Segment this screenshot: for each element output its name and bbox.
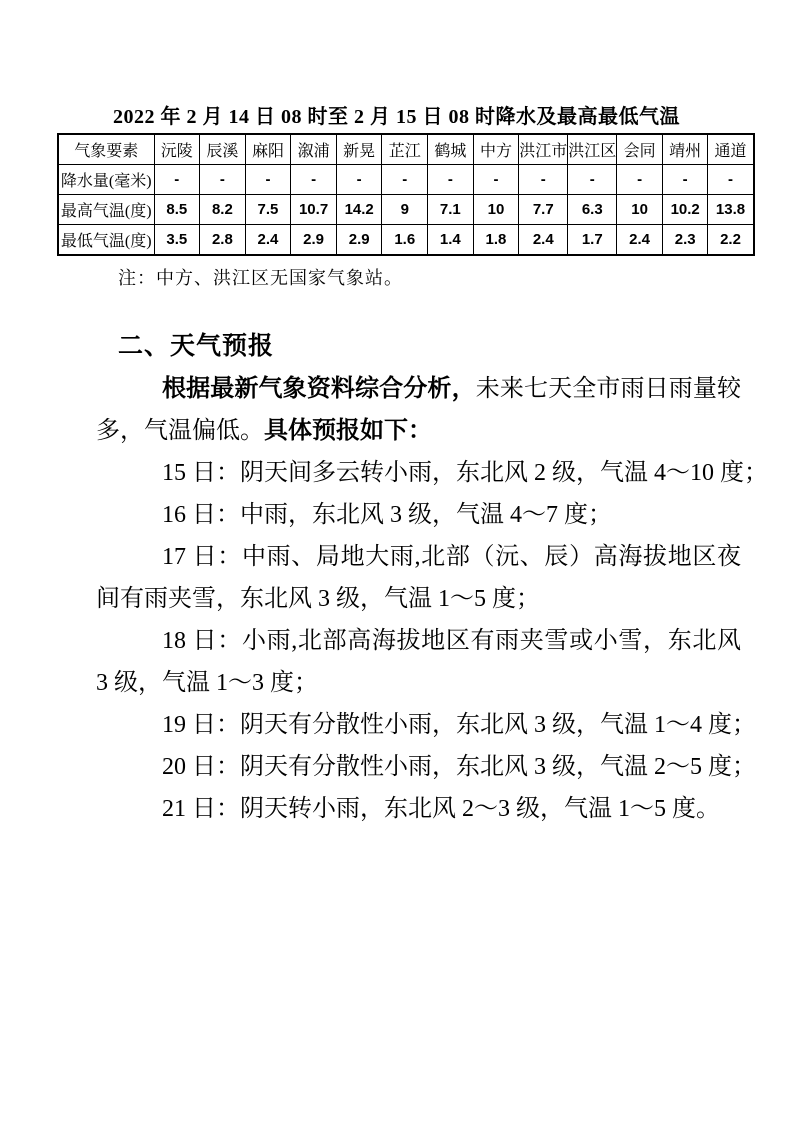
header-cell-station: 洪江区 [568, 134, 617, 165]
header-cell-station: 靖州 [662, 134, 708, 165]
value-cell: 9 [382, 195, 428, 225]
value-cell: 10 [617, 195, 663, 225]
forecast-line-17-part1: 17 日：中雨、局地大雨,北部（沅、辰）高海拔地区夜 [162, 544, 741, 570]
weather-table-body [58, 134, 754, 255]
value-cell: 10.2 [662, 195, 708, 225]
value-cell: 1.4 [428, 225, 474, 256]
section-heading: 二、天气预报 [118, 333, 275, 360]
table-row [58, 225, 754, 256]
value-cell: 8.2 [200, 195, 246, 225]
value-cell: 2.2 [708, 225, 754, 256]
value-cell: 7.1 [428, 195, 474, 225]
row-label: 降水量(毫米) [58, 165, 154, 195]
header-cell-station: 鹤城 [428, 134, 474, 165]
table-note: 注：中方、洪江区无国家气象站。 [118, 268, 403, 288]
value-cell: 7.7 [519, 195, 568, 225]
value-cell: - [473, 165, 519, 195]
value-cell: 1.8 [473, 225, 519, 256]
forecast-line-21: 21 日：阴天转小雨，东北风 2～3 级，气温 1～5 度。 [162, 796, 720, 822]
value-cell: 14.2 [336, 195, 382, 225]
value-cell: - [708, 165, 754, 195]
value-cell: 8.5 [154, 195, 200, 225]
intro-regular-2: 多，气温偏低。 [96, 418, 264, 444]
intro-regular-1: 未来七天全市雨日雨量较 [475, 376, 741, 402]
table-row [58, 195, 754, 225]
intro-line-2 [96, 410, 741, 452]
intro-bold-2: 具体预报如下： [264, 418, 432, 444]
value-cell: - [662, 165, 708, 195]
value-cell: - [428, 165, 474, 195]
value-cell: 13.8 [708, 195, 754, 225]
header-cell-station: 新晃 [336, 134, 382, 165]
forecast-line-17-part2: 间有雨夹雪，东北风 3 级，气温 1～5 度； [96, 586, 540, 612]
table-header-row [58, 134, 754, 165]
value-cell: - [617, 165, 663, 195]
value-cell: - [245, 165, 291, 195]
value-cell: 2.4 [245, 225, 291, 256]
document-title: 2022 年 2 月 14 日 08 时至 2 月 15 日 08 时降水及最高最低气温 [113, 106, 680, 128]
header-cell-station: 溆浦 [291, 134, 337, 165]
value-cell: 10 [473, 195, 519, 225]
header-cell-station: 芷江 [382, 134, 428, 165]
forecast-line-15: 15 日：阴天间多云转小雨，东北风 2 级，气温 4～10 度； [162, 460, 768, 486]
value-cell: 2.4 [617, 225, 663, 256]
value-cell: 7.5 [245, 195, 291, 225]
value-cell: - [291, 165, 337, 195]
value-cell: - [519, 165, 568, 195]
value-cell: - [154, 165, 200, 195]
value-cell: - [382, 165, 428, 195]
value-cell: - [336, 165, 382, 195]
value-cell: 1.6 [382, 225, 428, 256]
forecast-line-19: 19 日：阴天有分散性小雨，东北风 3 级，气温 1～4 度； [162, 712, 756, 738]
header-cell-station: 中方 [473, 134, 519, 165]
row-label: 最高气温(度) [58, 195, 154, 225]
header-cell-label: 气象要素 [58, 134, 154, 165]
value-cell: - [200, 165, 246, 195]
header-cell-station: 辰溪 [200, 134, 246, 165]
value-cell: 6.3 [568, 195, 617, 225]
value-cell: 1.7 [568, 225, 617, 256]
value-cell: - [568, 165, 617, 195]
header-cell-station: 洪江市 [519, 134, 568, 165]
value-cell: 2.4 [519, 225, 568, 256]
table-row [58, 165, 754, 195]
weather-table [57, 133, 755, 256]
forecast-line-16: 16 日：中雨，东北风 3 级，气温 4～7 度； [162, 502, 612, 528]
value-cell: 2.3 [662, 225, 708, 256]
value-cell: 2.8 [200, 225, 246, 256]
header-cell-station: 会同 [617, 134, 663, 165]
intro-line-1 [96, 368, 741, 410]
intro-bold-1: 根据最新气象资料综合分析， [162, 376, 476, 402]
forecast-line-18-part2: 3 级，气温 1～3 度； [96, 670, 318, 696]
value-cell: 10.7 [291, 195, 337, 225]
value-cell: 2.9 [291, 225, 337, 256]
value-cell: 2.9 [336, 225, 382, 256]
forecast-line-18-part1: 18 日：小雨,北部高海拔地区有雨夹雪或小雪，东北风 [162, 628, 741, 654]
header-cell-station: 沅陵 [154, 134, 200, 165]
header-cell-station: 通道 [708, 134, 754, 165]
row-label: 最低气温(度) [58, 225, 154, 256]
forecast-line-20: 20 日：阴天有分散性小雨，东北风 3 级，气温 2～5 度； [162, 754, 756, 780]
value-cell: 3.5 [154, 225, 200, 256]
header-cell-station: 麻阳 [245, 134, 291, 165]
forecast-section [96, 326, 768, 830]
